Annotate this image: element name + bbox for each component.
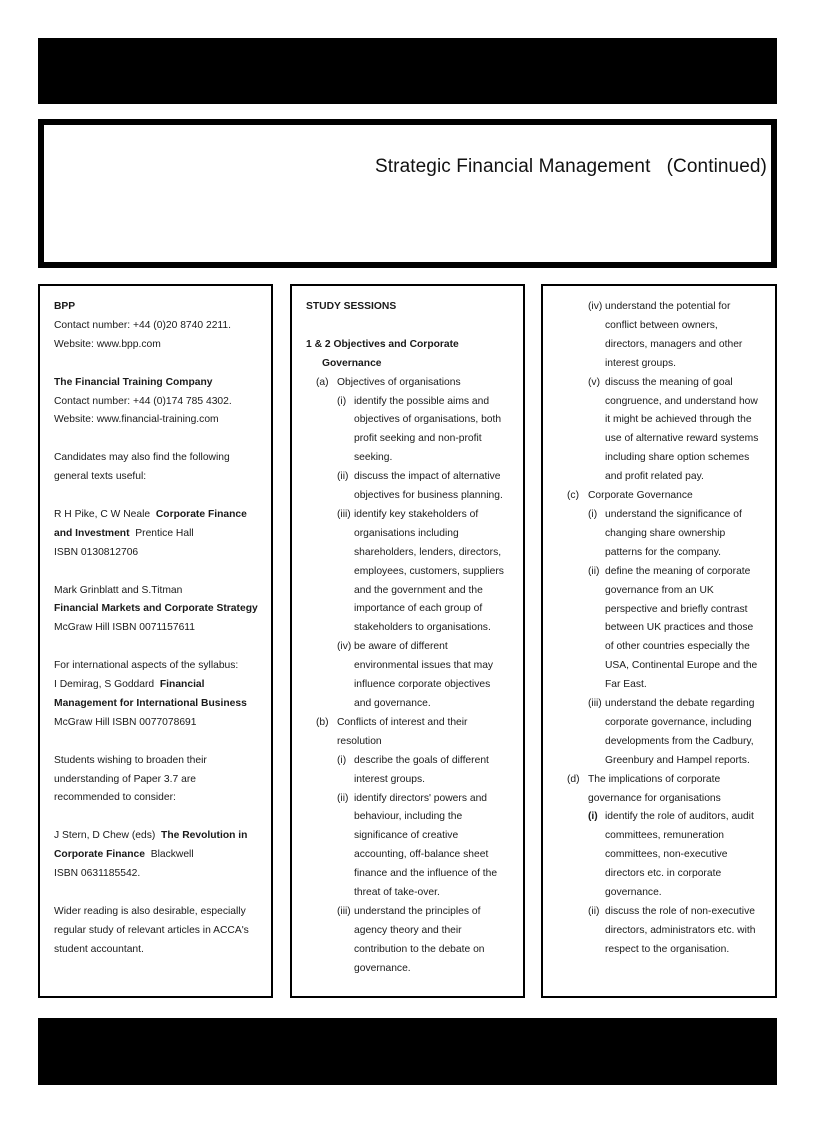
- outline-text-line: The implications of corporate: [588, 773, 721, 785]
- outline-item: [306, 468, 523, 506]
- outline-label: (i): [337, 395, 347, 407]
- outline-label: (iii): [337, 508, 351, 520]
- outline-text-line: congruence, and understand how: [605, 395, 758, 407]
- outline-text-line: organisations including: [354, 527, 459, 539]
- outline-text-line: identify key stakeholders of: [354, 508, 479, 520]
- outline-label: (iii): [588, 698, 602, 710]
- book-authors: I Demirag, S Goddard: [54, 679, 155, 691]
- outline-text-line: behaviour, including the: [354, 811, 463, 823]
- outline-text-line: USA, Continental Europe and the: [605, 660, 758, 672]
- outline-text-line: Far East.: [605, 679, 647, 691]
- book-publisher: Prentice Hall: [135, 527, 194, 539]
- resources-column: [38, 284, 273, 998]
- book-entry-line: [54, 846, 271, 865]
- book-isbn: ISBN 0631185542.: [54, 868, 141, 880]
- outline-label: (ii): [337, 792, 349, 804]
- outline-text-line: and profit related pay.: [605, 471, 704, 483]
- outline-text-line: including share option schemes: [605, 452, 750, 464]
- outline-item: [557, 563, 775, 695]
- paragraph-line: recommended to consider:: [54, 792, 176, 804]
- outline-text-line: define the meaning of corporate: [605, 565, 751, 577]
- book-entry-line: [54, 827, 271, 846]
- outline-text-line: of other countries especially the: [605, 641, 750, 653]
- outline-text-line: threat of take-over.: [354, 887, 440, 899]
- page-title: Strategic Financial Management (Continued): [375, 156, 767, 177]
- book-isbn: McGraw Hill ISBN 0071157611: [54, 622, 195, 634]
- outline-text-line: understand the principles of: [354, 905, 481, 917]
- outline-item: [306, 714, 523, 752]
- paragraph-line: student accountant.: [54, 943, 144, 955]
- book-title: and Investment: [54, 527, 130, 539]
- outline-text-line: discuss the impact of alternative: [354, 471, 501, 483]
- outline-text-line: be aware of different: [354, 641, 448, 653]
- outline-item: [306, 638, 523, 714]
- outline-text-line: respect to the organisation.: [605, 943, 730, 955]
- outline-text-line: finance and the influence of the: [354, 868, 498, 880]
- outline-text-line: committees, non-executive: [605, 849, 728, 861]
- outline-item: [557, 298, 775, 374]
- outline-label: (b): [316, 716, 329, 728]
- outline-label: (iv): [337, 641, 352, 653]
- outline-text-line: patterns for the company.: [605, 546, 721, 558]
- outline-text-line: discuss the meaning of goal: [605, 376, 733, 388]
- outline-item: [306, 374, 523, 393]
- paragraph-line: For international aspects of the syllabus:: [54, 660, 239, 672]
- session-title: 1 & 2 Objectives and Corporate: [306, 338, 459, 350]
- outline-text-line: employees, customers, suppliers: [354, 565, 504, 577]
- contact-number: Contact number: +44 (0)174 785 4302.: [54, 395, 232, 407]
- book-authors: R H Pike, C W Neale: [54, 508, 151, 520]
- outline-text-line: Conflicts of interest and their: [337, 716, 468, 728]
- outline-text-line: it might be achieved through the: [605, 414, 752, 426]
- outline-text-line: agency theory and their: [354, 924, 462, 936]
- book-publisher: Blackwell: [150, 849, 194, 861]
- outline-text-line: and the government and the: [354, 584, 483, 596]
- outline-text-line: Greenbury and Hampel reports.: [605, 754, 750, 766]
- paragraph-line: general texts useful:: [54, 471, 147, 483]
- outline-item: [557, 374, 775, 487]
- outline-text-line: profit seeking and non-profit: [354, 433, 482, 445]
- book-entry-line: [54, 525, 271, 544]
- outline-label: (i): [337, 754, 347, 766]
- outline-text-line: identify the role of auditors, audit: [605, 811, 754, 823]
- outline-text-line: objectives of organisations, both: [354, 414, 502, 426]
- outline-item: [557, 808, 775, 903]
- outline-item: [306, 752, 523, 790]
- outline-text-line: governance.: [605, 887, 662, 899]
- book-title: Corporate Finance: [155, 508, 247, 520]
- outline-item: [557, 903, 775, 960]
- outline-text-line: directors, administrators etc. with: [605, 924, 756, 936]
- book-entry-line: [54, 506, 271, 525]
- provider-name: The Financial Training Company: [54, 376, 213, 388]
- outline-text-line: understand the potential for: [605, 301, 731, 312]
- outline-text-line: interest groups.: [354, 773, 425, 785]
- top-black-band: [38, 38, 777, 104]
- section-heading: STUDY SESSIONS: [306, 301, 397, 312]
- outline-item: [306, 393, 523, 469]
- outline-text-line: committees, remuneration: [605, 830, 725, 842]
- provider-name: BPP: [54, 301, 76, 312]
- outline-text-line: governance.: [354, 962, 411, 974]
- outline-text-line: between UK practices and those: [605, 622, 754, 634]
- outline-text: Corporate Governance: [588, 490, 693, 502]
- paragraph-line: Candidates may also find the following: [54, 452, 230, 464]
- outline-text-line: corporate governance, including: [605, 716, 752, 728]
- website: Website: www.bpp.com: [54, 338, 161, 350]
- book-title: Financial: [159, 679, 205, 691]
- outline-label: (c): [567, 490, 580, 502]
- book-title: Corporate Finance: [54, 849, 145, 861]
- outline-label: (iii): [337, 905, 351, 917]
- study-sessions-column: [290, 284, 525, 998]
- study-sessions-continued-column: [541, 284, 777, 998]
- outline-item: [306, 506, 523, 638]
- book-isbn: ISBN 0130812706: [54, 546, 139, 558]
- book-authors: Mark Grinblatt and S.Titman: [54, 584, 183, 596]
- outline-label: (a): [316, 376, 329, 388]
- outline-text-line: significance of creative: [354, 830, 459, 842]
- outline-item: [557, 771, 775, 809]
- outline-label: (ii): [588, 565, 600, 577]
- outline-text-line: seeking.: [354, 452, 393, 464]
- outline-text-line: interest groups.: [605, 357, 676, 369]
- outline-label: (ii): [588, 906, 600, 917]
- outline-item: [557, 487, 775, 506]
- outline-text-line: governance for organisations: [588, 792, 721, 804]
- outline-text-line: identify the possible aims and: [354, 395, 490, 407]
- outline-text-line: identify directors' powers and: [354, 792, 488, 804]
- outline-text-line: changing share ownership: [605, 527, 726, 539]
- outline-text: Objectives of organisations: [337, 376, 461, 388]
- outline-text-line: describe the goals of different: [354, 754, 489, 766]
- outline-text-line: understand the significance of: [605, 508, 742, 520]
- outline-text-line: discuss the role of non-executive: [605, 906, 755, 917]
- contact-number: Contact number: +44 (0)20 8740 2211.: [54, 319, 231, 331]
- outline-text-line: objectives for business planning.: [354, 490, 503, 502]
- outline-item: [306, 903, 523, 979]
- paragraph-line: understanding of Paper 3.7 are: [54, 773, 196, 785]
- website: Website: www.financial-training.com: [54, 414, 219, 426]
- book-entry-line: [54, 676, 271, 695]
- outline-text-line: importance of each group of: [354, 603, 483, 615]
- outline-text-line: influence corporate objectives: [354, 679, 491, 691]
- paragraph-line: regular study of relevant articles in ACCA's: [54, 924, 249, 936]
- outline-text-line: perspective and briefly contrast: [605, 603, 748, 615]
- outline-text-line: shareholders, lenders, directors,: [354, 546, 502, 558]
- outline-item: [557, 695, 775, 771]
- book-title: The Revolution in: [161, 830, 248, 842]
- outline-text-line: conflict between owners,: [605, 319, 718, 331]
- outline-label: (iv): [588, 301, 603, 312]
- outline-label: (i): [588, 508, 598, 520]
- session-title: Governance: [322, 357, 382, 369]
- outline-label: (i): [588, 811, 598, 823]
- book-isbn: McGraw Hill ISBN 0077078691: [54, 716, 197, 728]
- outline-text-line: directors, managers and other: [605, 338, 743, 350]
- outline-label: (d): [567, 773, 580, 785]
- outline-text-line: accounting, off-balance sheet: [354, 849, 489, 861]
- outline-text-line: and governance.: [354, 698, 431, 710]
- outline-text-line: developments from the Cadbury,: [605, 735, 754, 747]
- outline-text-line: resolution: [337, 735, 382, 747]
- book-authors: J Stern, D Chew (eds): [54, 830, 156, 842]
- paragraph-line: Wider reading is also desirable, especially: [54, 905, 246, 917]
- outline-text-line: governance from an UK: [605, 584, 714, 596]
- outline-item: [557, 506, 775, 563]
- outline-text-line: environmental issues that may: [354, 660, 494, 672]
- bottom-black-band: [38, 1018, 777, 1085]
- outline-text-line: stakeholders to organisations.: [354, 622, 491, 634]
- paragraph-line: Students wishing to broaden their: [54, 754, 207, 766]
- outline-text-line: contribution to the debate on: [354, 943, 485, 955]
- outline-label: (ii): [337, 471, 349, 483]
- outline-text-line: understand the debate regarding: [605, 698, 755, 710]
- book-title: Financial Markets and Corporate Strategy: [54, 603, 258, 615]
- outline-text-line: directors etc. in corporate: [605, 868, 722, 880]
- outline-text-line: use of alternative reward systems: [605, 433, 759, 445]
- outline-item: [306, 790, 523, 903]
- outline-label: (v): [588, 376, 601, 388]
- title-box: [38, 119, 777, 268]
- book-title: Management for International Business: [54, 697, 247, 709]
